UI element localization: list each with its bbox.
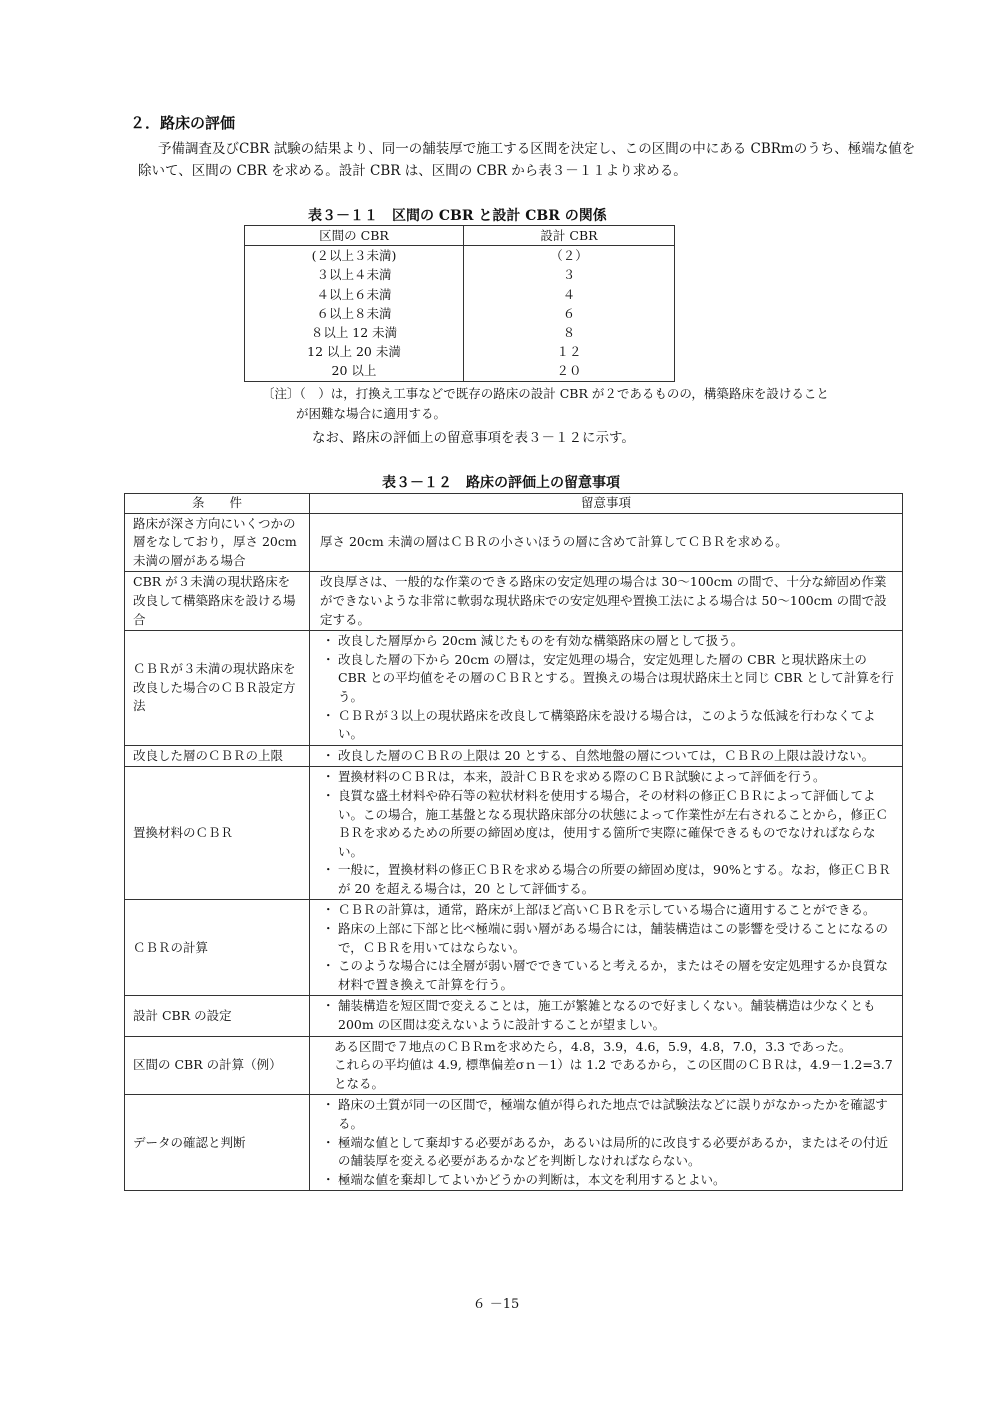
item-text: 一般に，置換材料の修正ＣＢＲを求める場合の所要の締固め度は，90%とする。なお，修正ＣＢＲが 20 を超える場合は，20 として評価する。 <box>338 862 891 896</box>
table-row <box>125 900 903 996</box>
notes-cell: 改良厚さは、一般的な作業のできる路床の安定処理の場合は 30～100cm の間で、十分な締固め作業ができないような非常に軟弱な現状路床での安定処理や置換工法による場合は 50～100cm の間で設定する。 <box>310 572 903 631</box>
item-text: 良質な盛土材料や砕石等の粒状材料を使用する場合，その材料の修正ＣＢＲによって評価してよい。この場合，施工基盤となる現状路床部分の状態によって作業性が左右されることから，修正ＣＢＲを求めるための所要の締固め度は，使用する箇所で実際に確保できるものでなければならない。 <box>338 787 889 859</box>
table-row <box>125 513 903 572</box>
notes-cell <box>310 631 903 746</box>
notes-cell <box>310 900 903 996</box>
table-row <box>245 246 675 266</box>
table-row <box>245 361 675 381</box>
bullet: ・ <box>322 958 335 974</box>
bullet: ・ <box>322 862 335 878</box>
table-row <box>125 631 903 746</box>
condition-cell: 設計 CBR の設定 <box>125 996 310 1036</box>
cbr-range-cell: 20 以上 <box>245 361 464 381</box>
design-cbr-cell: １２ <box>464 342 675 361</box>
table-3-11-note <box>262 384 872 424</box>
list-item <box>320 901 894 920</box>
bullet: ・ <box>322 921 335 937</box>
cbr-range-cell: ３以上４未満 <box>245 265 464 284</box>
design-cbr-cell: ８ <box>464 323 675 342</box>
table-header-row <box>125 494 903 514</box>
bullet: ・ <box>322 633 335 649</box>
table-row <box>245 342 675 361</box>
condition-cell: 改良した層のＣＢＲの上限 <box>125 745 310 767</box>
item-text: このような場合には全層が弱い層でできていると考えるか，またはその層を安定処理するか良質な材料で置き換えて計算を行う。 <box>338 958 889 992</box>
condition-cell: CBR が３未満の現状路床を改良して構築路床を設ける場合 <box>125 572 310 631</box>
item-text: 改良した層の下から 20cm の層は，安定処理の場合，安定処理した層の CBR と現状路床土の CBR との平均値をその層のＣＢＲとする。置換えの場合は現状路床土と同じ CBR として計算を行う。 <box>338 651 894 704</box>
condition-cell: ＣＢＲの計算 <box>125 900 310 996</box>
table-3-11 <box>244 225 675 382</box>
bullet: ・ <box>322 1097 335 1113</box>
example-line: ある区間で７地点のＣＢＲmを求めたら，4.8，3.9，4.6，5.9，4.8，7.0，3.3 であった。 <box>334 1038 852 1054</box>
bullet: ・ <box>322 902 335 918</box>
bullet: ・ <box>322 769 335 785</box>
table-3-11-caption: 表３－１１ 区間の CBR と設計 CBR の関係 <box>308 208 607 224</box>
table-row <box>245 285 675 304</box>
note-reference: なお、路床の評価上の留意事項を表３－１２に示す。 <box>312 430 635 446</box>
item-text: 置換材料のＣＢＲは，本来，設計ＣＢＲを求める際のＣＢＲ試験によって評価を行う。 <box>338 769 826 785</box>
column-header: 条 件 <box>125 494 310 514</box>
table-row <box>125 767 903 900</box>
list-item <box>320 1171 894 1190</box>
cbr-range-cell: ８以上 12 未満 <box>245 323 464 342</box>
table-row <box>125 572 903 631</box>
column-header: 設計 CBR <box>464 226 675 246</box>
item-text: 路床の上部に下部と比べ極端に弱い層がある場合には，舗装構造はこの影響を受けることになるので，ＣＢＲを用いてはならない。 <box>338 921 889 955</box>
bullet: ・ <box>322 651 335 667</box>
bullet: ・ <box>322 707 335 723</box>
table-row <box>245 304 675 323</box>
column-header: 留意事項 <box>310 494 903 514</box>
column-header: 区間の CBR <box>245 226 464 246</box>
table-3-12-caption: 表３－１２ 路床の評価上の留意事項 <box>382 475 620 491</box>
condition-cell: ＣＢＲが３未満の現状路床を改良した場合のＣＢＲ設定方法 <box>125 631 310 746</box>
page-number: ６ －15 <box>472 1297 520 1312</box>
list-item <box>320 651 894 707</box>
item-text: 極端な値を棄却してよいかどうかの判断は，本文を利用するとよい。 <box>338 1171 726 1187</box>
example-line: これらの平均値は 4.9, 標準偏差σｎ－1）は 1.2 であるから，この区間のＣＢＲは，4.9－1.2=3.7 となる。 <box>334 1057 893 1091</box>
list-item <box>320 920 894 957</box>
design-cbr-cell: ４ <box>464 285 675 304</box>
list-item <box>320 747 894 766</box>
list-item <box>320 1134 894 1171</box>
design-cbr-cell: ３ <box>464 265 675 284</box>
cbr-range-cell: (２以上３未満) <box>245 246 464 266</box>
item-text: 改良した層のＣＢＲの上限は 20 とする、自然地盤の層については，ＣＢＲの上限は設けない。 <box>338 747 875 763</box>
cbr-range-cell: 12 以上 20 未満 <box>245 342 464 361</box>
table-row <box>245 265 675 284</box>
list-item <box>320 707 894 744</box>
note-line: 〔注〕（ ）は，打換え工事などで既存の路床の設計 CBR が２であるものの，構築路床を設けること <box>262 386 829 401</box>
item-text: 改良した層厚から 20cm 減じたものを有効な構築路床の層として扱う。 <box>338 633 744 649</box>
condition-cell: 置換材料のＣＢＲ <box>125 767 310 900</box>
table-header-row <box>245 226 675 246</box>
list-item <box>320 787 894 861</box>
item-text: 舗装構造を短区間で変えることは，施工が繁雑となるので好ましくない。舗装構造は少なくとも 200m の区間は変えないように設計することが望ましい。 <box>338 998 876 1033</box>
list-item <box>320 1096 894 1133</box>
table-row <box>125 996 903 1036</box>
item-text: ＣＢＲの計算は，通常，路床が上部ほど高いＣＢＲを示している場合に適用することができる。 <box>338 902 876 918</box>
list-item <box>320 768 894 787</box>
notes-cell <box>310 767 903 900</box>
bullet: ・ <box>322 1134 335 1150</box>
bullet: ・ <box>322 998 335 1014</box>
notes-cell <box>310 1095 903 1191</box>
bullet: ・ <box>322 787 335 803</box>
design-cbr-cell: （２） <box>464 246 675 266</box>
notes-cell <box>310 996 903 1036</box>
list-item <box>320 632 894 651</box>
intro-paragraph: 予備調査及びCBR 試験の結果より、同一の舗装厚で施工する区間を決定し、この区間の中にある CBRmのうち、極端な値を除いて、区間の CBR を求める。設計 CBR は、区間の CBR から表３－１１より求める。 <box>138 141 916 179</box>
notes-cell <box>310 745 903 767</box>
condition-cell: 路床が深さ方向にいくつかの層をなしており，厚さ 20cm 未満の層がある場合 <box>125 513 310 572</box>
item-text: 極端な値として棄却する必要があるか，あるいは局所的に改良する必要があるか，またはその付近の舗装厚を変える必要があるかなどを判断しなければならない。 <box>338 1134 889 1169</box>
note-line: が困難な場合に適用する。 <box>296 406 447 421</box>
table-row <box>125 1036 903 1095</box>
list-item <box>320 861 894 898</box>
cbr-range-cell: ６以上８未満 <box>245 304 464 323</box>
table-3-12 <box>124 493 903 1191</box>
table-row <box>125 745 903 767</box>
bullet: ・ <box>322 1171 335 1187</box>
notes-cell: 厚さ 20cm 未満の層はＣＢＲの小さいほうの層に含めて計算してＣＢＲを求める。 <box>310 513 903 572</box>
cbr-range-cell: ４以上６未満 <box>245 285 464 304</box>
item-text: ＣＢＲが３以上の現状路床を改良して構築路床を設ける場合は，このような低減を行わなくてよい。 <box>338 707 876 742</box>
bullet: ・ <box>322 747 335 763</box>
notes-cell <box>310 1036 903 1095</box>
design-cbr-cell: ２０ <box>464 361 675 381</box>
list-item <box>320 997 894 1034</box>
condition-cell: 区間の CBR の計算（例） <box>125 1036 310 1095</box>
item-text: 路床の土質が同一の区間で，極端な値が得られた地点では試験法などに誤りがなかったかを確認する。 <box>338 1097 888 1131</box>
condition-cell: データの確認と判断 <box>125 1095 310 1191</box>
section-title: ２．路床の評価 <box>130 114 236 132</box>
table-row <box>245 323 675 342</box>
list-item <box>320 957 894 994</box>
design-cbr-cell: ６ <box>464 304 675 323</box>
table-row <box>125 1095 903 1191</box>
